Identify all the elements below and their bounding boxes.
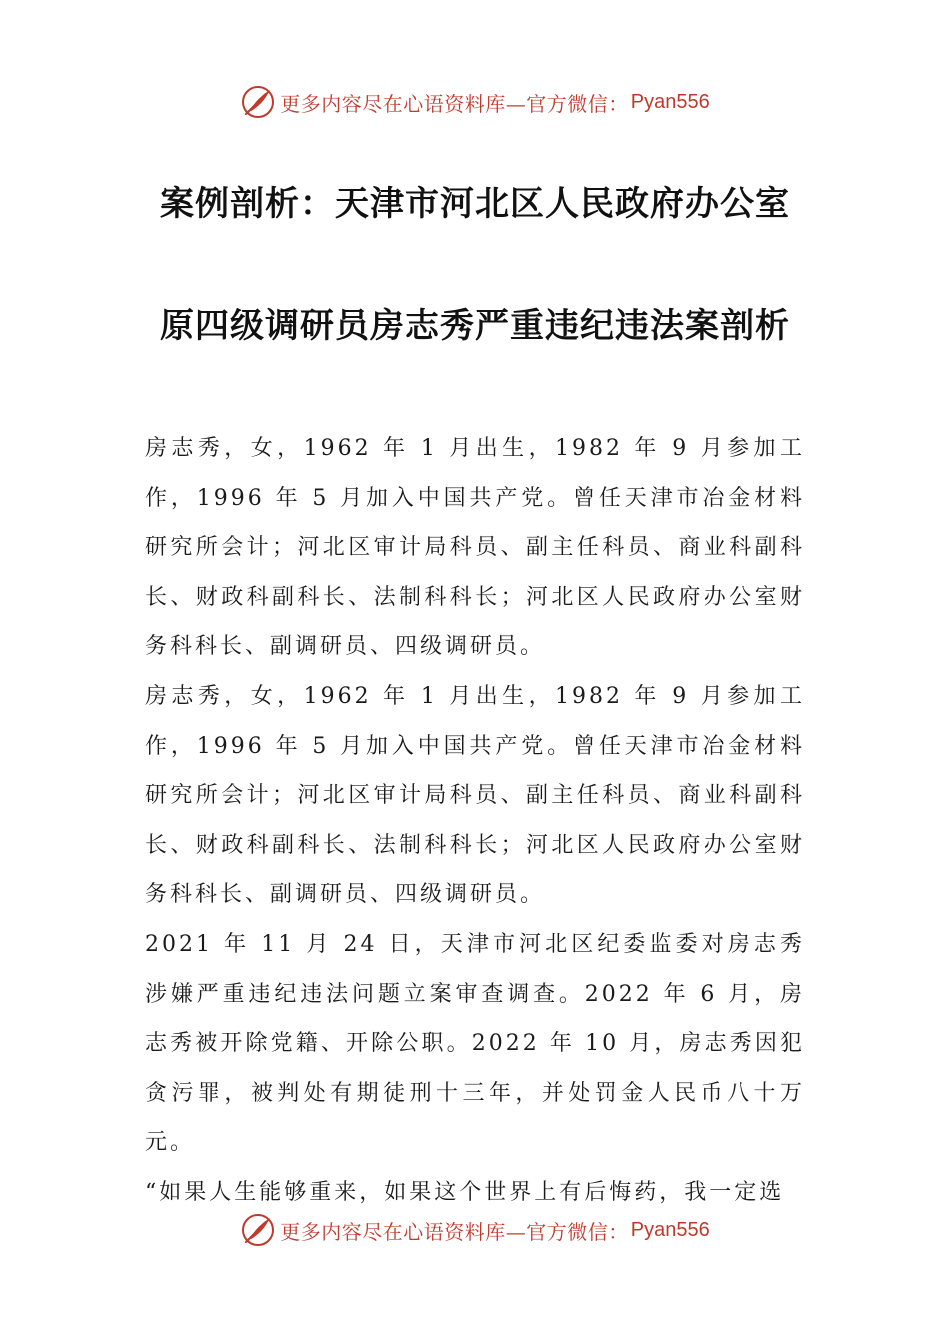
paragraph-profile-repeat: 房志秀，女，1962 年 1 月出生，1982 年 9 月参加工作，1996 年 5 月加入中国共产党。曾任天津市冶金材料研究所会计；河北区审计局科员、副主任科员、商业科副科长、财政科副科长、法制科科长；河北区人民政府办公室财务科科长、副调研员、四级调研员。 [145,683,805,908]
header-watermark [0,82,950,122]
quill-logo-icon [240,84,276,120]
document-body [145,424,805,1218]
watermark-text: 更多内容尽在心语资料库—官方微信： [280,1219,629,1244]
paragraph-profile: 房志秀，女，1962 年 1 月出生，1982 年 9 月参加工作，1996 年 5 月加入中国共产党。曾任天津市冶金材料研究所会计；河北区审计局科员、副主任科员、商业科副科长、财政科副科长、法制科科长；河北区人民政府办公室财务科科长、副调研员、四级调研员。 [145,436,805,660]
paragraph-case-summary: 2021 年 11 月 24 日，天津市河北区纪委监委对房志秀涉嫌严重违纪违法问题立案审查调查。2022 年 6 月，房志秀被开除党籍、开除公职。2022 年 10 月，房志秀因犯贪污罪，被判处有期徒刑十三年，并处罚金人民币八十万元。 [145,931,805,1156]
watermark-text: 更多内容尽在心语资料库—官方微信： [280,91,629,116]
watermark-wechat-id: Pyan556 [630,1218,710,1241]
footer-watermark [0,1210,950,1250]
document-title-line-2: 原四级调研员房志秀严重违纪违法案剖析 [160,306,790,346]
document-title-line-1: 案例剖析：天津市河北区人民政府办公室 [160,184,790,224]
paragraph-quote: “如果人生能够重来，如果这个世界上有后悔药，我一定选 [145,1179,785,1205]
watermark-wechat-id: Pyan556 [630,90,710,113]
quill-logo-icon [240,1212,276,1248]
